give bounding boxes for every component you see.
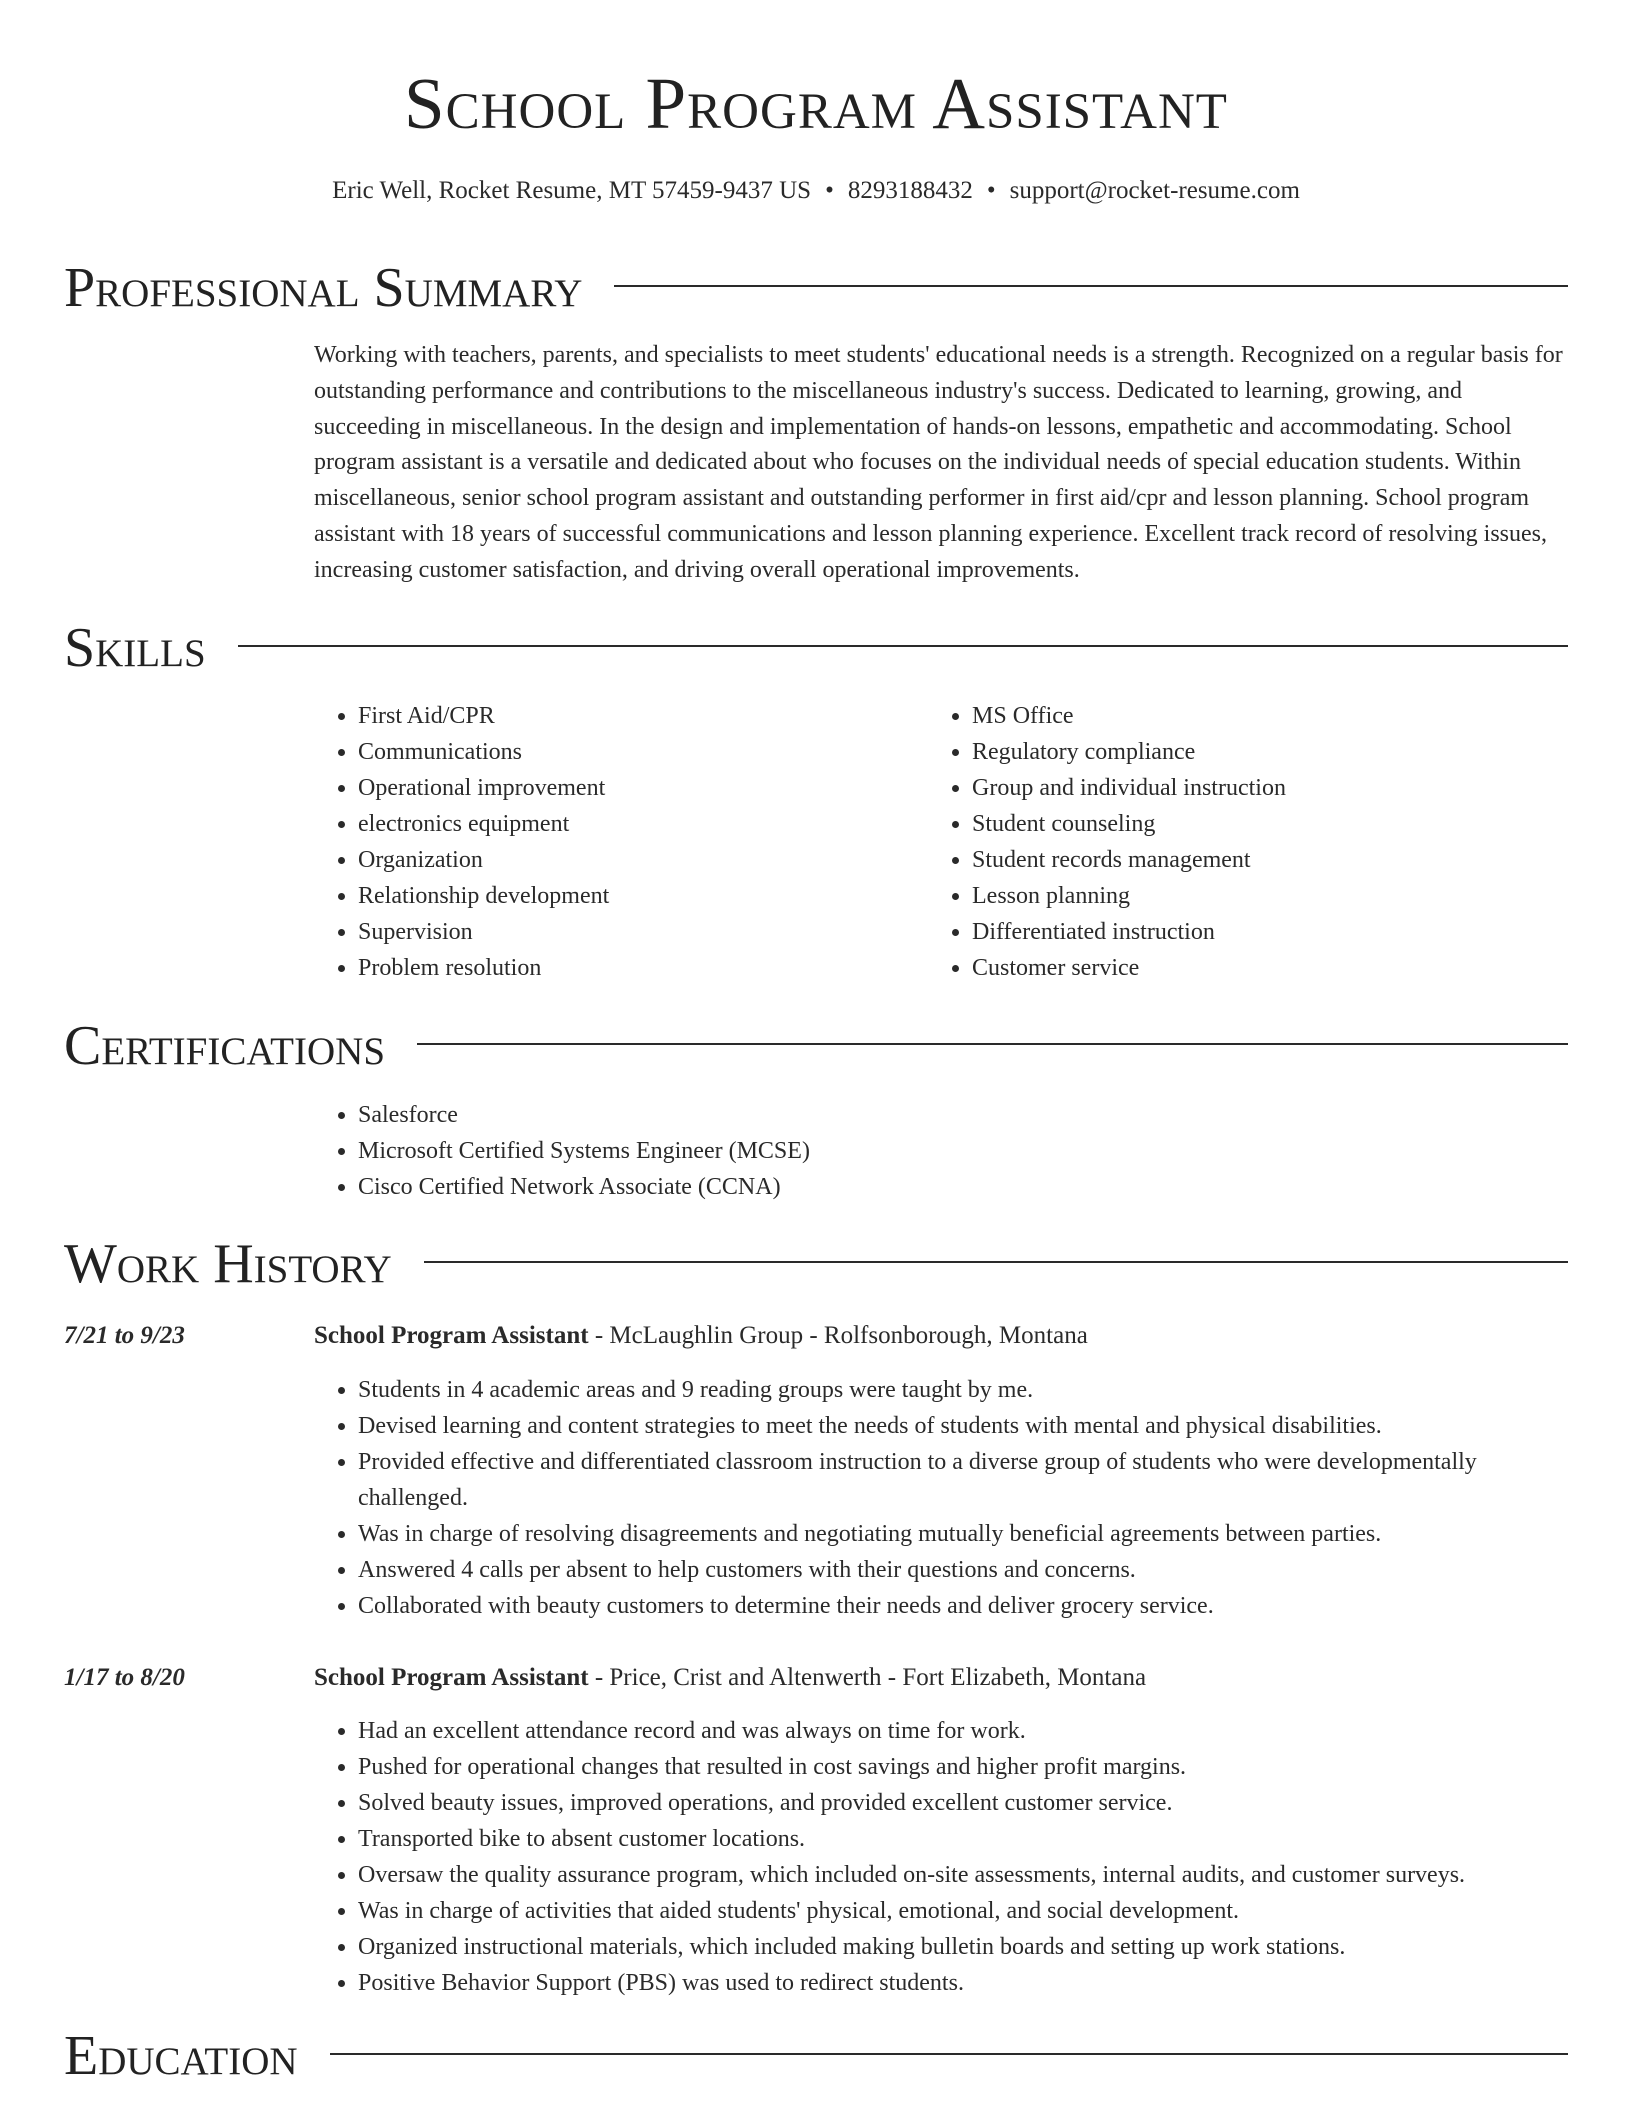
skill-item: • Differentiated instruction <box>972 914 1286 950</box>
skill-item: • Regulatory compliance <box>972 734 1286 770</box>
section-divider <box>417 1043 1568 1045</box>
job-title: School Program Assistant <box>314 1322 589 1349</box>
skill-item: • Student records management <box>972 842 1286 878</box>
skill-item: • MS Office <box>972 698 1286 734</box>
skill-item: • First Aid/CPR <box>358 698 609 734</box>
summary-section-heading <box>64 256 1568 320</box>
skills-section-heading <box>64 616 1568 680</box>
skill-item: • Problem resolution <box>358 950 609 986</box>
job-duties <box>314 1713 1568 2001</box>
job-employer-location: - Price, Crist and Altenwerth - Fort Elizabeth, Montana <box>588 1664 1147 1691</box>
contact-email[interactable]: support@rocket-resume.com <box>1009 177 1300 204</box>
section-title: Education <box>64 2025 298 2087</box>
job-duty-item: • Devised learning and content strategies to meet the needs of students with mental and physical disabilities. <box>358 1408 1568 1444</box>
skill-item: • electronics equipment <box>358 806 609 842</box>
skill-item: • Student counseling <box>972 806 1286 842</box>
section-title: Certifications <box>64 1015 386 1077</box>
education-section-heading <box>64 2024 1568 2088</box>
job-heading <box>314 1660 1146 1696</box>
certification-item: • Microsoft Certified Systems Engineer (MCSE) <box>358 1133 810 1169</box>
section-divider <box>614 285 1568 287</box>
job-duty-item: • Solved beauty issues, improved operations, and provided excellent customer service. <box>358 1785 1568 1821</box>
certifications-column <box>314 1097 810 1205</box>
skills-list-left <box>314 698 609 986</box>
skill-item: • Lesson planning <box>972 878 1286 914</box>
job-duty-item: • Answered 4 calls per absent to help customers with their questions and concerns. <box>358 1552 1568 1588</box>
job-duty-list <box>314 1713 1568 2001</box>
skill-item: • Operational improvement <box>358 770 609 806</box>
contact-separator: • <box>986 177 996 204</box>
section-divider <box>238 645 1568 647</box>
work-history-section-heading <box>64 1232 1568 1296</box>
job-dates: 7/21 to 9/23 <box>64 1322 185 1349</box>
job-title: School Program Assistant <box>314 1664 589 1691</box>
job-duty-item: • Positive Behavior Support (PBS) was used to redirect students. <box>358 1965 1568 2001</box>
job-duty-item: • Transported bike to absent customer locations. <box>358 1821 1568 1857</box>
job-duty-item: • Had an excellent attendance record and was always on time for work. <box>358 1713 1568 1749</box>
summary-text: Working with teachers, parents, and specialists to meet students' educational needs is a strength. Recognized on a regular basis for outstanding performance and contributions to the miscellaneous industry's success. Dedicated to learning, growing, and succeeding in miscellaneous. In the design and implementation of hands-on lessons, empathetic and accommodating. School program assistant is a versatile and dedicated about who focuses on the individual needs of special education students. Within miscellaneous, senior school program assistant and outstanding performer in first aid/cpr and lesson planning. School program assistant with 18 years of successful communications and lesson planning experience. Excellent track record of resolving issues, increasing customer satisfaction, and driving overall operational improvements. <box>314 342 1563 583</box>
skills-list-right <box>928 698 1286 986</box>
job-heading <box>314 1318 1088 1354</box>
skill-item: • Supervision <box>358 914 609 950</box>
certification-item: • Salesforce <box>358 1097 810 1133</box>
certifications-section-heading <box>64 1014 1568 1078</box>
section-title: Professional Summary <box>64 257 583 319</box>
section-divider <box>424 1261 1568 1263</box>
contact-address: Eric Well, Rocket Resume, MT 57459-9437 US <box>332 177 812 204</box>
contact-line <box>0 174 1632 208</box>
skill-item: • Communications <box>358 734 609 770</box>
contact-separator: • <box>825 177 834 204</box>
skills-column-left <box>314 698 609 986</box>
resume-title: School Program Assistant <box>404 63 1228 144</box>
contact-phone: 8293188432 <box>847 177 973 204</box>
skill-item: • Customer service <box>972 950 1286 986</box>
certification-item: • Cisco Certified Network Associate (CCNA) <box>358 1169 810 1205</box>
skill-item: • Organization <box>358 842 609 878</box>
section-divider <box>330 2053 1568 2055</box>
certifications-list <box>314 1097 810 1205</box>
job-employer-location: - McLaughlin Group - Rolfsonborough, Montana <box>588 1322 1088 1349</box>
job-duty-item: • Organized instructional materials, which included making bulletin boards and setting up work stations. <box>358 1929 1568 1965</box>
job-duties <box>314 1372 1568 1624</box>
job-duty-item: • Collaborated with beauty customers to determine their needs and deliver grocery service. <box>358 1588 1568 1624</box>
job-duty-item: • Students in 4 academic areas and 9 reading groups were taught by me. <box>358 1372 1568 1408</box>
job-duty-item: • Oversaw the quality assurance program, which included on-site assessments, internal audits, and customer surveys. <box>358 1857 1568 1893</box>
job-duty-item: • Was in charge of resolving disagreements and negotiating mutually beneficial agreements between parties. <box>358 1516 1568 1552</box>
job-duty-item: • Provided effective and differentiated classroom instruction to a diverse group of students who were developmentally challenged. <box>358 1444 1568 1516</box>
section-title: Skills <box>64 617 206 679</box>
skill-item: • Group and individual instruction <box>972 770 1286 806</box>
job-duty-item: • Pushed for operational changes that resulted in cost savings and higher profit margins. <box>358 1749 1568 1785</box>
section-title: Work History <box>64 1233 392 1295</box>
job-duty-list <box>314 1372 1568 1624</box>
job-dates: 1/17 to 8/20 <box>64 1664 185 1691</box>
job-duty-item: • Was in charge of activities that aided students' physical, emotional, and social development. <box>358 1893 1568 1929</box>
skill-item: • Relationship development <box>358 878 609 914</box>
skills-column-right <box>928 698 1286 986</box>
